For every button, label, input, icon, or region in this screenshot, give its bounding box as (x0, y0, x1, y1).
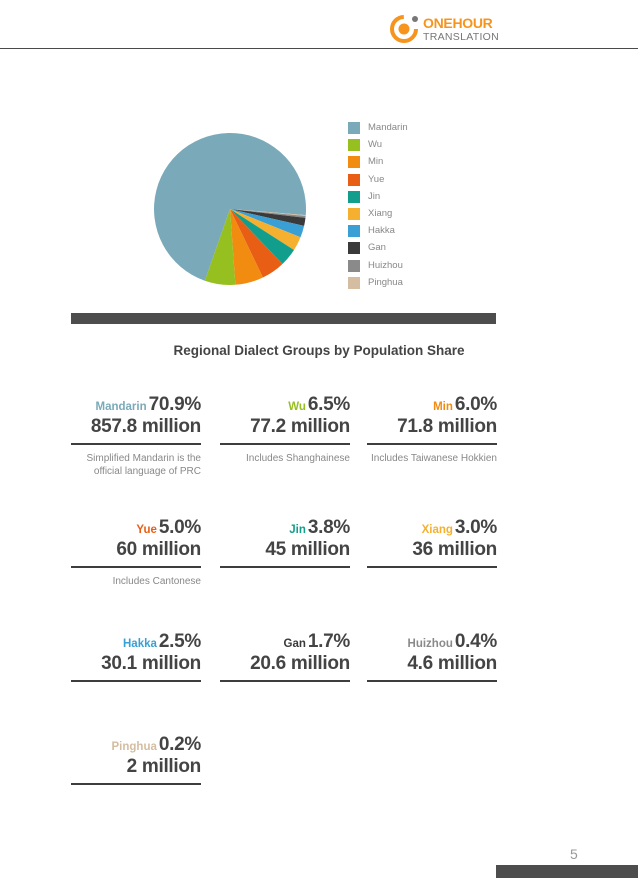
stat-percentage: 1.7% (307, 631, 350, 652)
stat-percentage: 2.5% (158, 631, 201, 652)
legend-item-hakka (348, 225, 468, 237)
legend-label: Pinghua (368, 276, 403, 288)
stat-dialect-name: Mandarin (95, 401, 147, 413)
legend-item-pinghua (348, 277, 468, 289)
legend-swatch (348, 260, 360, 272)
legend-item-jin (348, 191, 468, 203)
stat-rule (71, 443, 201, 445)
legend-item-min (348, 156, 468, 168)
legend-swatch (348, 277, 360, 289)
legend-swatch (348, 225, 360, 237)
stat-header (112, 734, 201, 756)
stat-note: Includes Cantonese (112, 576, 201, 587)
stat-population: 2 million (126, 756, 201, 777)
stat-rule (71, 566, 201, 568)
legend-label: Hakka (368, 225, 395, 237)
stat-rule (71, 680, 201, 682)
stat-rule (367, 566, 497, 568)
section-divider-bar (71, 313, 496, 324)
stat-dialect-name: Min (433, 401, 453, 413)
stat-percentage: 0.2% (158, 734, 201, 755)
logo-mark-icon (388, 13, 420, 45)
legend-label: Min (368, 156, 384, 168)
stat-population: 20.6 million (250, 653, 350, 674)
stat-percentage: 0.4% (454, 631, 497, 652)
logo-text-primary: ONEHOUR (423, 15, 493, 31)
stat-percentage: 5.0% (158, 517, 201, 538)
stat-header (284, 631, 350, 653)
legend-item-xiang (348, 208, 468, 220)
stat-dialect-name: Yue (136, 524, 157, 536)
legend-label: Wu (368, 139, 383, 151)
stat-population: 30.1 million (101, 653, 201, 674)
stat-dialect-name: Wu (288, 401, 306, 413)
legend-label: Xiang (368, 208, 393, 219)
stat-rule (367, 680, 497, 682)
stat-rule (367, 443, 497, 445)
legend-label: Yue (368, 173, 385, 185)
stat-header (433, 394, 497, 416)
page-number: 5 (570, 846, 578, 862)
stat-header (289, 517, 350, 539)
stat-dialect-name: Jin (289, 524, 306, 536)
stat-population: 857.8 million (90, 416, 201, 437)
legend-label: Gan (368, 242, 386, 254)
stat-population: 36 million (412, 539, 497, 560)
legend-swatch (348, 208, 360, 220)
stat-dialect-name: Pinghua (111, 741, 157, 753)
legend-item-wu (348, 139, 468, 151)
footer-bar (496, 865, 638, 878)
legend-label: Jin (368, 190, 381, 202)
chart-title: Regional Dialect Groups by Population Share (173, 343, 465, 358)
legend-item-huizhou (348, 260, 468, 272)
stat-header (422, 517, 497, 539)
logo-text-secondary: TRANSLATION (423, 31, 500, 43)
stat-population: 45 million (265, 539, 350, 560)
stat-rule (220, 680, 350, 682)
stat-dialect-name: Huizhou (407, 638, 453, 650)
legend-item-yue (348, 174, 468, 186)
stat-header (96, 394, 202, 416)
stat-percentage: 6.0% (454, 394, 497, 415)
stat-percentage: 3.8% (307, 517, 350, 538)
header-rule (0, 48, 638, 49)
legend-swatch (348, 242, 360, 254)
legend-label: Huizhou (368, 259, 403, 271)
stat-header (123, 631, 201, 653)
stat-percentage: 70.9% (148, 394, 201, 415)
stat-rule (220, 566, 350, 568)
legend-swatch (348, 122, 360, 134)
stat-population: 4.6 million (407, 653, 497, 674)
stat-rule (220, 443, 350, 445)
legend-item-mandarin (348, 122, 468, 134)
stat-percentage: 3.0% (454, 517, 497, 538)
stat-note: Includes Shanghainese (246, 453, 350, 464)
stat-dialect-name: Gan (283, 638, 306, 650)
stat-rule (71, 783, 201, 785)
stat-population: 71.8 million (397, 416, 497, 437)
stat-percentage: 6.5% (307, 394, 350, 415)
stat-population: 60 million (116, 539, 201, 560)
legend-swatch (348, 139, 360, 151)
legend-label: Mandarin (368, 122, 408, 133)
legend-swatch (348, 191, 360, 203)
legend-swatch (348, 174, 360, 186)
stat-note: Includes Taiwanese Hokkien (370, 453, 497, 464)
stat-dialect-name: Hakka (123, 638, 157, 650)
legend-swatch (348, 156, 360, 168)
stat-header (288, 394, 350, 416)
pie-chart (150, 133, 310, 293)
stat-header (136, 517, 201, 539)
stat-population: 77.2 million (250, 416, 350, 437)
legend-item-gan (348, 242, 468, 254)
stat-header (408, 631, 497, 653)
logo (388, 13, 508, 47)
stat-note: Simplified Mandarin is the official language of PRC (86, 453, 201, 477)
stat-dialect-name: Xiang (421, 524, 453, 536)
